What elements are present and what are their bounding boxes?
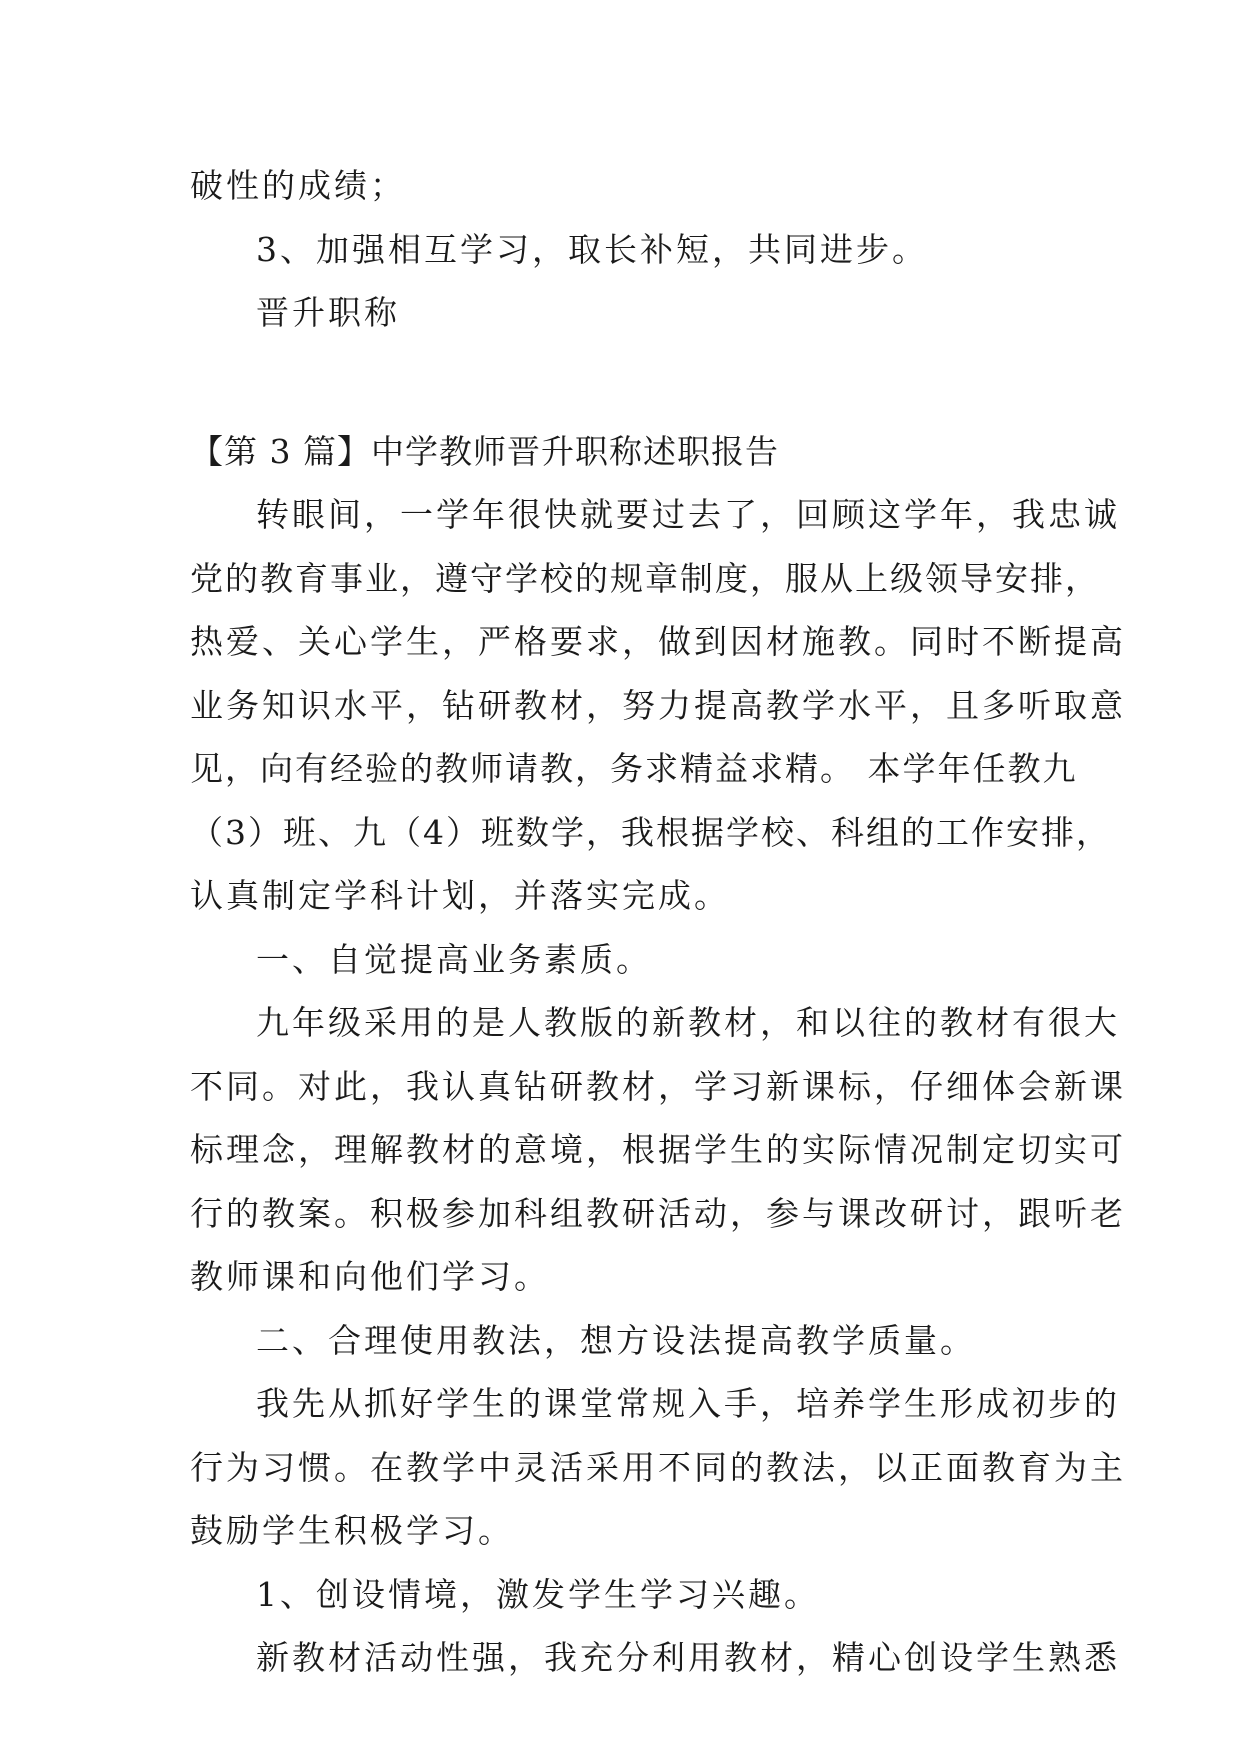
point-2-title: 二、合理使用教法，想方设法提高教学质量。 <box>256 1320 976 1360</box>
continuation-line: 破性的成绩； <box>190 166 406 205</box>
paragraph-line: （3）班、九（4）班数学，我根据学校、科组的工作安排， <box>190 812 1111 852</box>
paragraph-line: 行为习惯。在教学中灵活采用不同的教法，以正面教育为主 <box>190 1447 1126 1487</box>
point-1-title: 一、自觉提高业务素质。 <box>256 939 652 979</box>
paragraph-line: 转眼间，一学年很快就要过去了，回顾这学年，我忠诚 <box>256 495 1120 534</box>
paragraph-line: 标理念，理解教材的意境，根据学生的实际情况制定切实可 <box>190 1130 1126 1169</box>
list-item-3: 3、加强相互学习，取长补短，共同进步。 <box>256 229 928 269</box>
sub-point-1-title: 1、创设情境，激发学生学习兴趣。 <box>256 1574 820 1614</box>
point-2-paragraph <box>190 1372 1126 1563</box>
paragraph-line: 九年级采用的是人教版的新教材，和以往的教材有很大 <box>256 1003 1120 1042</box>
paragraph-line: 行的教案。积极参加科组教研活动，参与课改研讨，跟听老 <box>190 1193 1126 1233</box>
sub-point-1-line: 新教材活动性强，我充分利用教材，精心创设学生熟悉 <box>256 1638 1120 1677</box>
point-1-paragraph <box>190 991 1126 1309</box>
document-body <box>190 154 1126 1690</box>
section-title: 【第 3 篇】中学教师晋升职称述职报告 <box>190 431 779 471</box>
section-gap <box>190 345 1060 420</box>
paragraph-line: 认真制定学科计划，并落实完成。 <box>190 876 730 915</box>
paragraph-line: 鼓励学生积极学习。 <box>190 1511 514 1550</box>
paragraph-line: 业务知识水平，钻研教材，努力提高教学水平，且多听取意 <box>190 685 1126 725</box>
paragraph-line: 教师课和向他们学习。 <box>190 1257 550 1296</box>
paragraph-line: 热爱、关心学生，严格要求，做到因材施教。同时不断提高 <box>190 622 1126 661</box>
paragraph-line: 我先从抓好学生的课堂常规入手，培养学生形成初步的 <box>256 1384 1120 1423</box>
paragraph-line: 见，向有经验的教师请教，务求精益求精。 本学年任教九 <box>190 749 1078 788</box>
previous-article-tail: 晋升职称 <box>256 293 400 332</box>
intro-paragraph <box>190 483 1126 928</box>
paragraph-line: 党的教育事业，遵守学校的规章制度，服从上级领导安排， <box>190 558 1100 598</box>
paragraph-line: 不同。对此，我认真钻研教材，学习新课标，仔细体会新课 <box>190 1066 1126 1106</box>
